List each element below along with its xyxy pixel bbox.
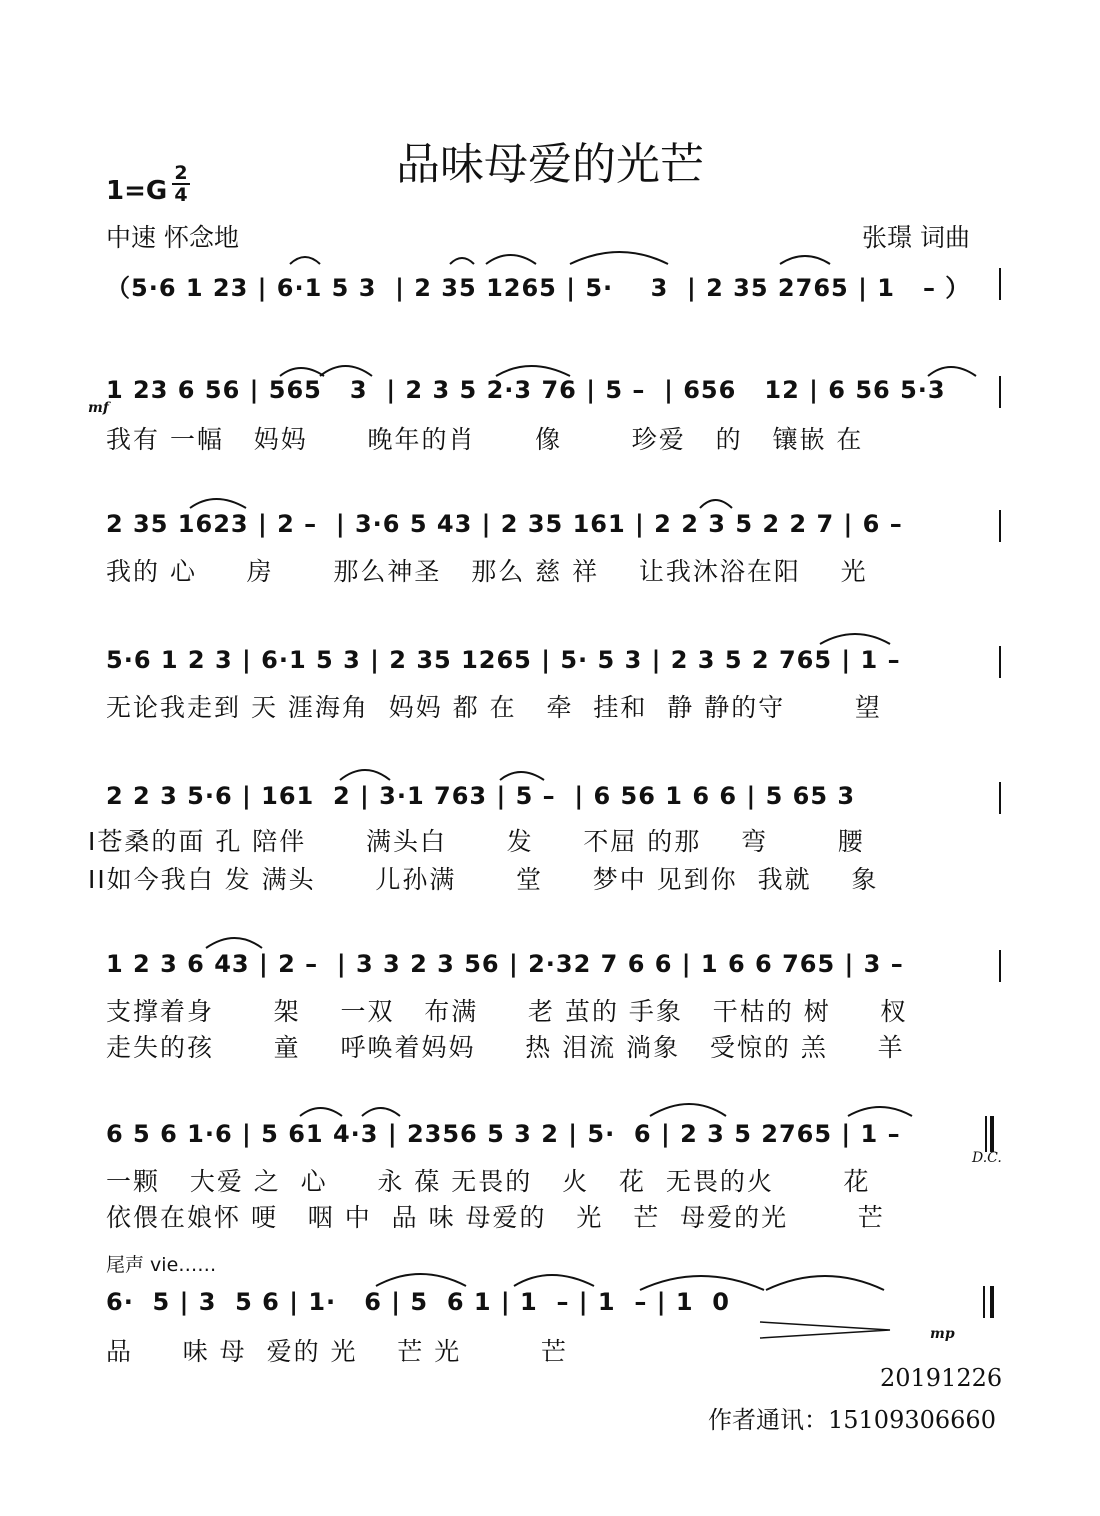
composition-date: 20191226 <box>880 1364 1003 1392</box>
slur <box>206 938 262 948</box>
system-7-lyrics-verse-1: 一颗 大爱 之 心 永 葆 无畏的 火 花 无畏的火 花 <box>106 1167 871 1196</box>
slur <box>320 366 372 376</box>
slur <box>496 366 570 376</box>
slur <box>450 258 474 264</box>
system-7-lyrics-verse-2: 依偎在娘怀 哽 咽 中 品 味 母爱的 光 芒 母爱的光 芒 <box>106 1203 885 1232</box>
slur <box>500 772 544 780</box>
slur <box>640 1276 764 1290</box>
slur <box>190 499 246 508</box>
author-credit: 张璟 词曲 <box>862 223 970 252</box>
slur <box>376 1274 466 1286</box>
key-signature: 1=G <box>106 176 168 206</box>
decrescendo-hairpin <box>760 1322 890 1338</box>
slur <box>486 255 536 264</box>
system-2-notes: 1 23 6 56 | 565 3 | 2 3 5 2·3 76 | 5 – | 656 12 | 6 56 5·3 <box>106 376 946 404</box>
slur <box>280 368 324 376</box>
slur <box>290 257 320 264</box>
decrescendo <box>760 1322 890 1338</box>
slurs <box>190 252 976 1290</box>
system-6-notes: 1 2 3 6 43 | 2 – | 3 3 2 3 56 | 2·32 7 6 6 | 1 6 6 765 | 3 – <box>106 950 904 978</box>
system-5-lyrics-verse-2: II如今我白 发 满头 儿孙满 堂 梦中 见到你 我就 象 <box>88 865 879 894</box>
dynamic-mp: mp <box>930 1326 955 1342</box>
da-capo-marking: D.C. <box>972 1150 1002 1166</box>
dynamic-mf: mf <box>88 400 109 416</box>
time-signature-top: 2 <box>174 162 188 184</box>
system-3-notes: 2 35 1623 | 2 – | 3·6 5 43 | 2 35 161 | 2 2 3 5 2 2 7 | 6 – <box>106 510 903 538</box>
system-5-lyrics-verse-1: I苍桑的面 孔 陪伴 满头白 发 不屈 的那 弯 腰 <box>88 827 865 856</box>
system-4-lyrics: 无论我走到 天 涯海角 妈妈 都 在 牵 挂和 静 静的守 望 <box>106 693 882 722</box>
system-2-lyrics: 我有 一幅 妈妈 晚年的肖 像 珍爱 的 镶嵌 在 <box>106 425 864 454</box>
system-6-lyrics-verse-1: 支撑着身 架 一双 布满 老 茧的 手象 干枯的 树 杈 <box>106 997 908 1026</box>
system-6-lyrics-verse-2: 走失的孩 童 呼唤着妈妈 热 泪流 淌象 受惊的 羔 羊 <box>106 1033 905 1062</box>
system-1-notes: （5·6 1 23 | 6·1 5 3 | 2 35 1265 | 5· 3 | 2 35 2765 | 1 – ） <box>106 268 970 303</box>
author-contact: 作者通讯：15109306660 <box>708 1406 996 1434</box>
slur <box>300 1108 342 1116</box>
system-8-notes: 6· 5 | 3 5 6 | 1· 6 | 5 6 1 | 1 – | 1 – | 1 0 <box>106 1288 730 1316</box>
slur <box>362 1108 400 1116</box>
system-3-lyrics: 我的 心 房 那么神圣 那么 慈 祥 让我沐浴在阳 光 <box>106 557 868 586</box>
slur <box>780 256 830 264</box>
song-title: 品味母爱的光芒 <box>396 139 704 190</box>
system-4-notes: 5·6 1 2 3 | 6·1 5 3 | 2 35 1265 | 5· 5 3 | 2 3 5 2 765 | 1 – <box>106 646 901 674</box>
slur <box>928 367 976 376</box>
slur <box>340 770 390 780</box>
slur <box>766 1276 884 1290</box>
slur <box>650 1104 726 1116</box>
slur <box>848 1107 912 1116</box>
time-signature-bottom: 4 <box>172 183 190 205</box>
system-5-notes: 2 2 3 5·6 | 161 2 | 3·1 763 | 5 – | 6 56 1 6 6 | 5 65 3 <box>106 782 856 810</box>
end-barlines <box>984 268 1000 1318</box>
tempo-marking: 中速 怀念地 <box>106 223 239 252</box>
system-7-notes: 6 5 6 1·6 | 5 61 4·3 | 2356 5 3 2 | 5· 6 | 2 3 5 2765 | 1 – <box>106 1120 901 1148</box>
slur <box>570 252 668 264</box>
coda-label: 尾声 vie…… <box>106 1254 217 1276</box>
system-8-lyrics: 品 味 母 爱的 光 芒 光 芒 <box>106 1337 568 1366</box>
slur <box>820 634 890 644</box>
slur <box>700 500 732 508</box>
slur <box>514 1275 594 1286</box>
